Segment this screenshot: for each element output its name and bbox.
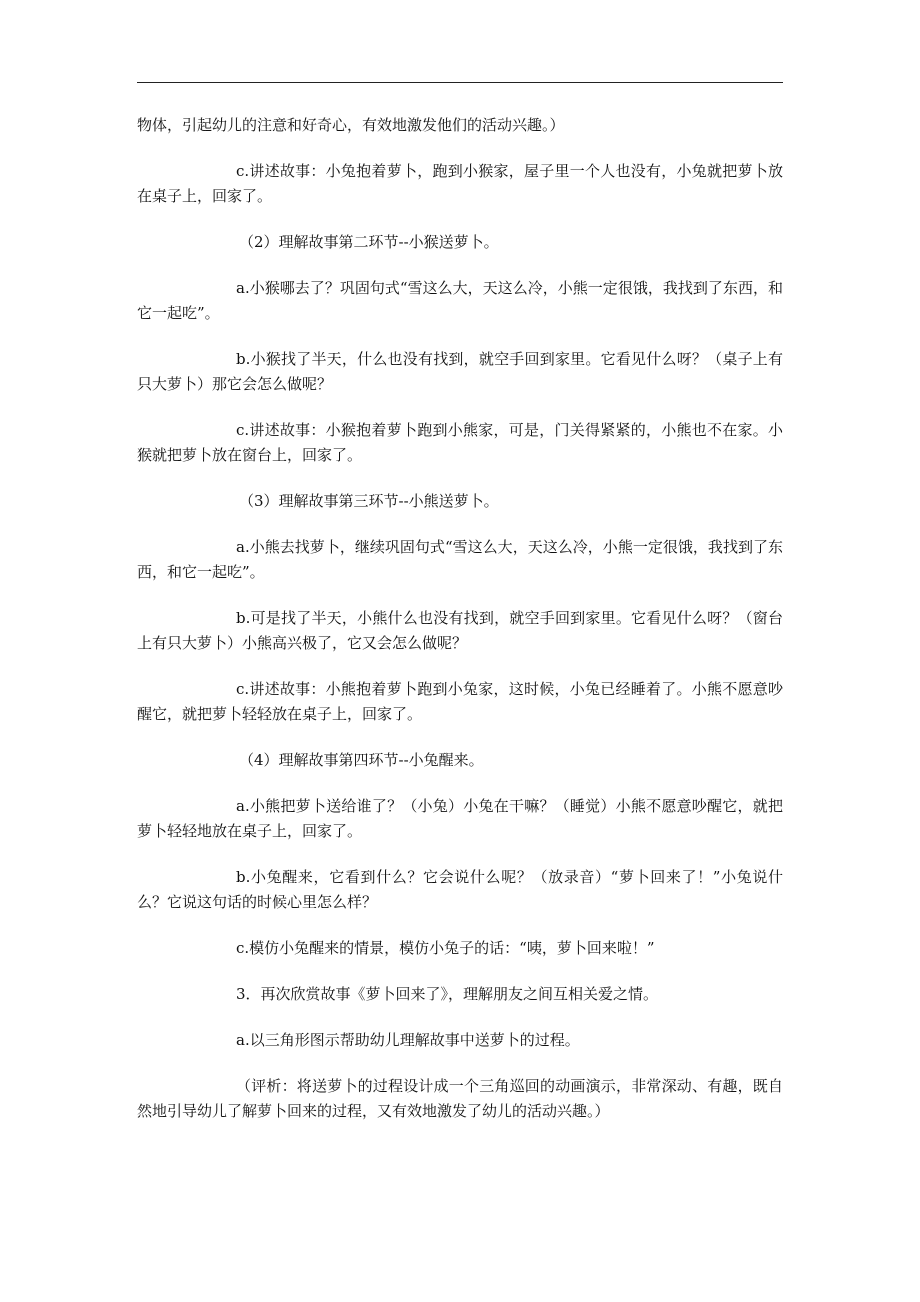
paragraph-continuation: 物体，引起幼儿的注意和好奇心，有效地激发他们的活动兴趣。） <box>137 116 565 134</box>
section-heading-4: （4）理解故事第四环节--小兔醒来。 <box>239 751 484 769</box>
paragraph-commentary: （评析：将送萝卜的过程设计成一个三角巡回的动画演示，非常深动、有趣，既自然地引导幼儿了解萝卜回来的过程，又有效地激发了幼儿的活动兴趣。） <box>137 1077 783 1120</box>
section-heading-3: （3）理解故事第三环节--小熊送萝卜。 <box>239 492 499 510</box>
document-body <box>137 113 783 1145</box>
paragraph-step-a: a.以三角形图示帮助幼儿理解故事中送萝卜的过程。 <box>236 1031 580 1049</box>
section-heading-2: （2）理解故事第二环节--小猴送萝卜。 <box>239 233 499 251</box>
paragraph-step-b: b.小兔醒来，它看到什么？它会说什么呢？（放录音）“萝卜回来了！”小兔说什么？它说这句话的时候心里怎么样？ <box>137 868 783 911</box>
section-heading-main-3: 3．再次欣赏故事《萝卜回来了》，理解朋友之间互相关爱之情。 <box>236 985 659 1003</box>
paragraph-step-c: c.讲述故事：小熊抱着萝卜跑到小兔家，这时候，小兔已经睡着了。小熊不愿意吵醒它，就把萝卜轻轻放在桌子上，回家了。 <box>137 680 783 723</box>
paragraph-step-a: a.小猴哪去了？巩固句式“雪这么大，天这么冷，小熊一定很饿，我找到了东西，和它一起吃”。 <box>137 279 783 322</box>
paragraph-step-a: a.小熊把萝卜送给谁了？（小兔）小兔在干嘛？（睡觉）小熊不愿意吵醒它，就把萝卜轻轻地放在桌子上，回家了。 <box>137 797 783 840</box>
paragraph-step-a: a.小熊去找萝卜，继续巩固句式“雪这么大，天这么冷，小熊一定很饿，我找到了东西，和它一起吃”。 <box>137 538 783 581</box>
paragraph-step-c: c.模仿小兔醒来的情景，模仿小兔子的话：“咦，萝卜回来啦！” <box>236 939 655 957</box>
paragraph-step-c: c.讲述故事：小猴抱着萝卜跑到小熊家，可是，门关得紧紧的，小熊也不在家。小猴就把萝卜放在窗台上，回家了。 <box>137 421 783 464</box>
paragraph-story-step-c: c.讲述故事：小兔抱着萝卜，跑到小猴家，屋子里一个人也没有，小兔就把萝卜放在桌子上，回家了。 <box>137 162 783 205</box>
paragraph-step-b: b.可是找了半天，小熊什么也没有找到，就空手回到家里。它看见什么呀？（窗台上有只大萝卜）小熊高兴极了，它又会怎么做呢？ <box>137 609 783 652</box>
paragraph-step-b: b.小猴找了半天，什么也没有找到，就空手回到家里。它看见什么呀？（桌子上有只大萝卜）那它会怎么做呢？ <box>137 350 783 393</box>
header-rule <box>137 82 783 83</box>
